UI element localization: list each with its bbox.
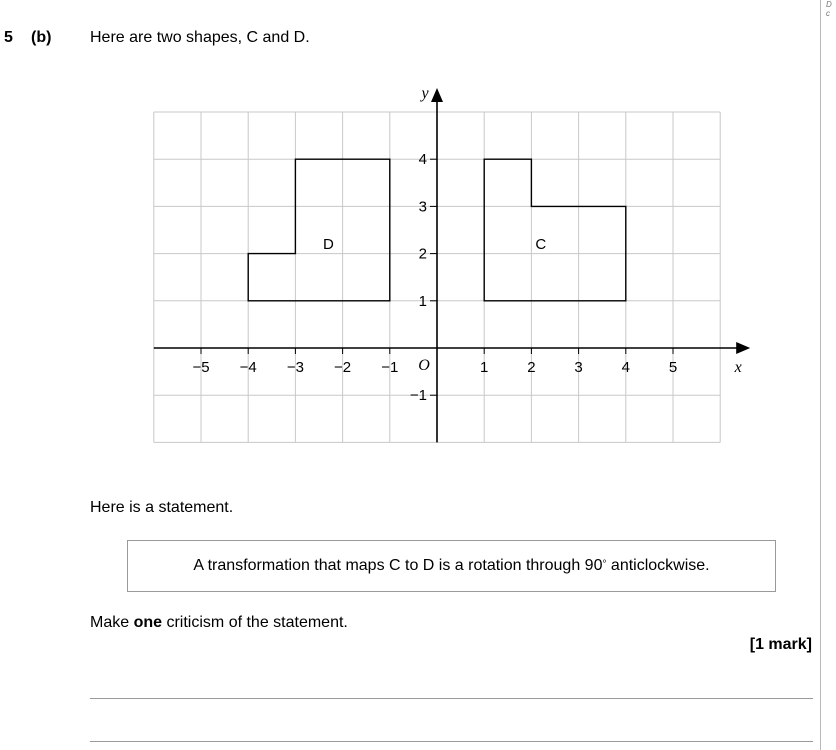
x-tick-label: 4 bbox=[621, 359, 630, 376]
y-tick-label: −1 bbox=[409, 387, 427, 405]
answer-line-2[interactable] bbox=[90, 741, 813, 742]
y-tick-label: 1 bbox=[418, 292, 427, 310]
statement-text-before: A transformation that maps C to D is a rotation through 90 bbox=[193, 557, 603, 574]
shape-d bbox=[248, 159, 390, 301]
statement-intro: Here is a statement. bbox=[90, 499, 234, 516]
answer-line-1[interactable] bbox=[90, 698, 813, 699]
x-tick-label: −3 bbox=[286, 359, 304, 376]
task-instruction bbox=[90, 614, 348, 632]
question-number: 5 bbox=[4, 29, 13, 46]
x-tick-label: 1 bbox=[480, 359, 489, 376]
shape-c bbox=[484, 159, 626, 301]
task-emphasis: one bbox=[133, 614, 163, 631]
x-tick-label: −5 bbox=[192, 359, 210, 376]
y-tick-label: 4 bbox=[418, 151, 427, 169]
y-axis-label: y bbox=[421, 85, 429, 102]
y-tick-label: 2 bbox=[418, 245, 427, 263]
statement-text-after: anticlockwise. bbox=[606, 557, 710, 574]
task-suffix: criticism of the statement. bbox=[162, 614, 348, 631]
marks-label: [1 mark] bbox=[749, 636, 812, 653]
x-axis-arrowhead bbox=[736, 342, 750, 354]
statement-box bbox=[127, 540, 776, 592]
y-axis-arrowhead bbox=[431, 88, 443, 102]
labels-layer bbox=[192, 85, 741, 404]
task-prefix: Make bbox=[90, 614, 134, 631]
question-intro: Here are two shapes, C and D. bbox=[90, 29, 310, 46]
x-tick-label: −2 bbox=[334, 359, 352, 376]
x-axis-label: x bbox=[734, 359, 742, 376]
y-tick-label: 3 bbox=[418, 198, 427, 216]
degree-symbol: ° bbox=[602, 558, 607, 570]
x-tick-label: −1 bbox=[381, 359, 399, 376]
corner-mark: D c bbox=[826, 0, 832, 18]
axes-layer bbox=[154, 88, 750, 442]
shape-label-c: C bbox=[535, 236, 547, 254]
x-tick-label: 5 bbox=[668, 359, 678, 376]
origin-label: O bbox=[418, 357, 430, 374]
shape-label-d: D bbox=[323, 236, 334, 254]
x-tick-label: 3 bbox=[574, 359, 583, 376]
x-tick-label: −4 bbox=[239, 359, 257, 376]
x-tick-label: 2 bbox=[527, 359, 536, 376]
question-part: (b) bbox=[31, 29, 52, 46]
